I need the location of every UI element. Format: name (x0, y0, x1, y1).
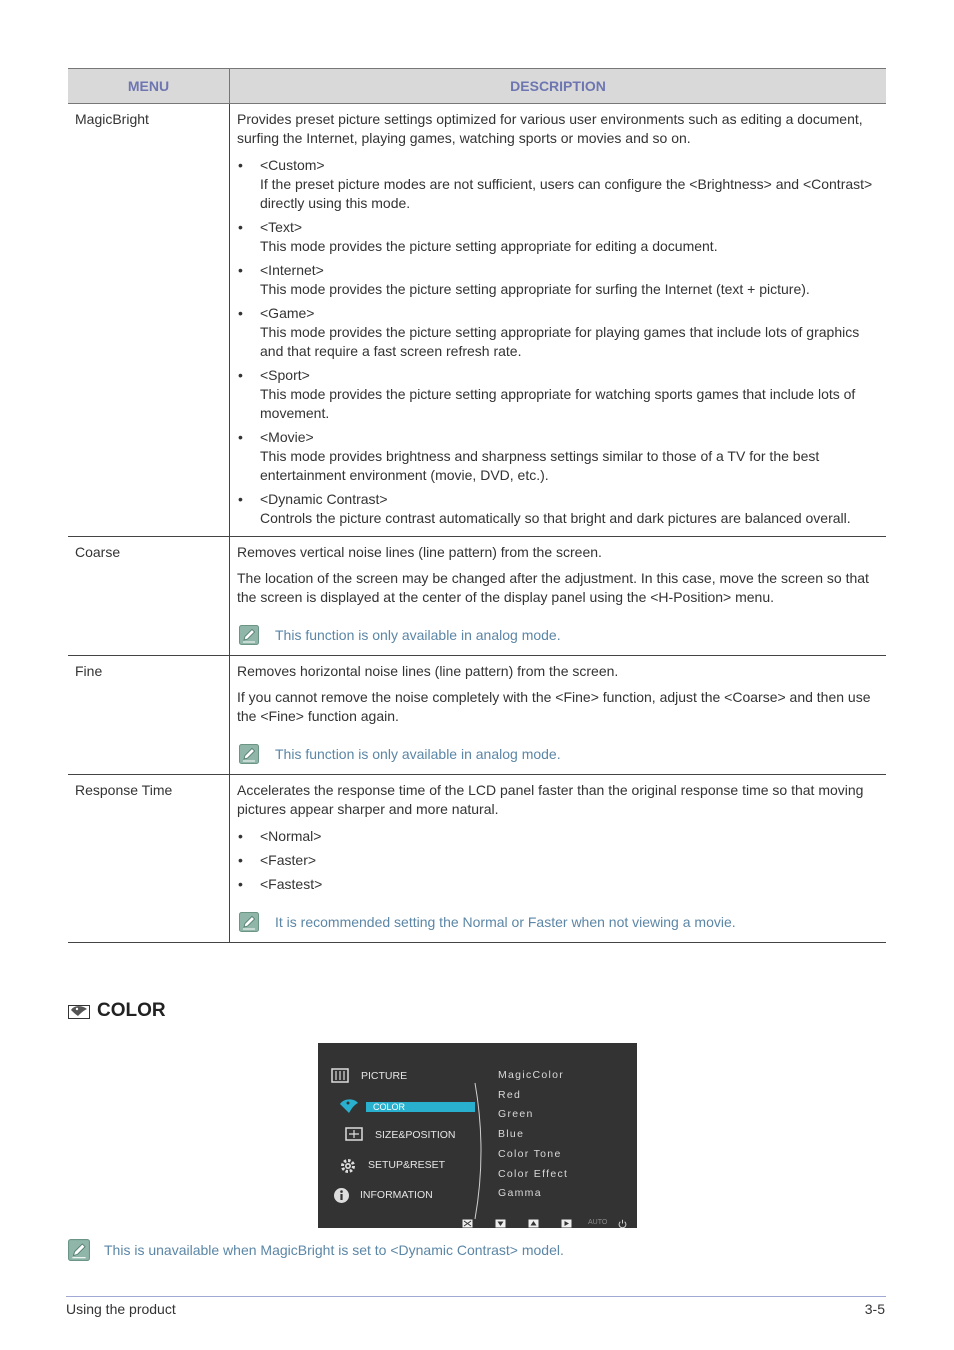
bottom-note: This is unavailable when MagicBright is set to <Dynamic Contrast> model. (68, 1239, 564, 1261)
power-icon (618, 1219, 627, 1228)
menu-cell: Fine (68, 656, 230, 775)
menu-cell: Response Time (68, 775, 230, 943)
gear-icon (339, 1157, 357, 1175)
osd-item-information: INFORMATION (360, 1189, 433, 1201)
list-item: • <Internet> This mode provides the picture setting appropriate for surfing the Internet (text + picture). (238, 262, 810, 297)
osd-sub-item: Color Tone (498, 1148, 562, 1160)
table-row-magicbright (68, 104, 886, 537)
note-icon (239, 912, 259, 932)
picture-icon (331, 1068, 349, 1083)
description-cell: Removes vertical noise lines (line pattern) from the screen. The location of the screen may be changed after the adjustment. In this case, move the screen so that the screen is displayed at the center of the display panel using the <H-Position> menu. This function is only available in analog mode. (230, 537, 887, 656)
description-cell: Accelerates the response time of the LCD panel faster than the original response time so that moving pictures appear sharper and more natural. • <Normal> • <Faster> • <Fastest> It is recommended setting the Normal or Faster when not viewing a movie. (230, 775, 887, 943)
table-row-coarse (68, 537, 886, 656)
auto-label: AUTO (588, 1219, 608, 1226)
note: This function is only available in analog mode. (237, 742, 876, 766)
osd-divider-curve (473, 1081, 487, 1221)
section-title: COLOR (97, 1000, 166, 1021)
osd-menu-screenshot (318, 1043, 637, 1228)
osd-sub-item: Red (498, 1089, 522, 1101)
list-item: • <Faster> (238, 852, 317, 868)
note: This function is only available in analog mode. (237, 623, 876, 647)
osd-sub-item: Gamma (498, 1187, 542, 1199)
menu-header: MENU (68, 69, 230, 104)
magicbright-mode-list (237, 156, 876, 528)
list-item: • <Movie> This mode provides brightness and sharpness settings similar to those of a TV for the best entertainment environment (movie, DVD, etc.). (238, 429, 820, 483)
magicbright-intro: Provides preset picture settings optimized for various user environments such as editing a document, surfing the Internet, playing games, watching sports or movies and so on. (237, 111, 863, 146)
osd-item-color: COLOR (373, 1102, 406, 1112)
list-item: • <Game> This mode provides the picture setting appropriate for playing games that include lots of graphics and that require a fast screen refresh rate. (238, 305, 860, 359)
note-icon (68, 1239, 90, 1261)
color-icon (338, 1097, 360, 1115)
info-icon (333, 1187, 350, 1204)
footer-page-number: 3-5 (864, 1301, 885, 1317)
list-item: • <Normal> (238, 828, 322, 844)
response-time-list (237, 827, 876, 894)
list-item: • <Fastest> (238, 876, 323, 892)
menu-button-icon (462, 1219, 473, 1228)
list-item: • <Dynamic Contrast> Controls the picture contrast automatically so that bright and dark pictures are balanced overall. (238, 491, 851, 526)
list-item: • <Text> This mode provides the picture setting appropriate for editing a document. (238, 219, 718, 254)
footer-left: Using the product (66, 1301, 176, 1317)
menu-cell: Coarse (68, 537, 230, 656)
description-cell (230, 104, 887, 537)
osd-item-size-position: SIZE&POSITION (375, 1129, 456, 1141)
footer-rule (66, 1296, 886, 1297)
description-header: DESCRIPTION (230, 69, 887, 104)
size-position-icon (345, 1127, 363, 1141)
table-row-fine (68, 656, 886, 775)
note: It is recommended setting the Normal or Faster when not viewing a movie. (237, 910, 876, 934)
osd-item-setup-reset: SETUP&RESET (368, 1159, 446, 1171)
down-arrow-icon (495, 1219, 506, 1228)
osd-sub-item: Color Effect (498, 1168, 569, 1180)
color-palette-icon (68, 1003, 90, 1019)
enter-icon (561, 1219, 572, 1228)
osd-sub-item: MagicColor (498, 1069, 565, 1081)
menu-table (68, 68, 886, 943)
description-cell: Removes horizontal noise lines (line pattern) from the screen. If you cannot remove the noise completely with the <Fine> function, adjust the <Coarse> and then use the <Fine> function again. This function is only available in analog mode. (230, 656, 887, 775)
note-icon (239, 744, 259, 764)
osd-item-picture: PICTURE (361, 1070, 408, 1082)
table-row-response-time (68, 775, 886, 943)
section-heading (68, 1000, 166, 1022)
note-icon (239, 625, 259, 645)
osd-sub-item: Blue (498, 1128, 525, 1140)
list-item: • <Custom> If the preset picture modes are not sufficient, users can configure the <Brightness> and <Contrast> directly using this mode. (238, 157, 873, 211)
list-item: • <Sport> This mode provides the picture setting appropriate for watching sports games that include lots of movement. (238, 367, 856, 421)
up-arrow-icon (528, 1219, 539, 1228)
osd-sub-item: Green (498, 1108, 534, 1120)
menu-cell: MagicBright (68, 104, 230, 537)
